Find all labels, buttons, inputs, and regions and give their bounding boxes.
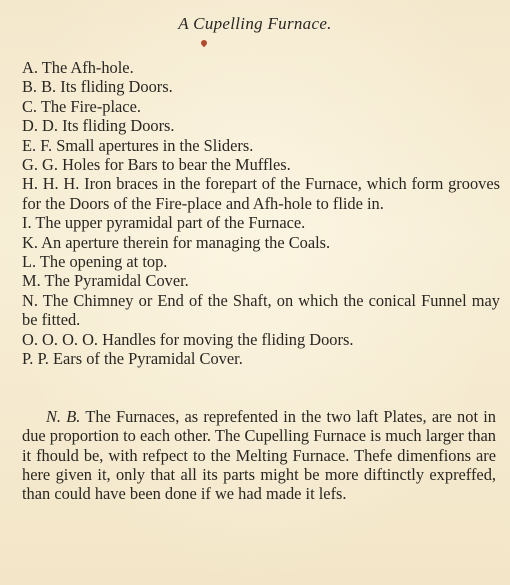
legend-item-g: G. G. Holes for Bars to bear the Muffles.: [22, 155, 291, 175]
legend-item-b: B. B. Its fliding Doors.: [22, 77, 173, 97]
legend-item-p: P. P. Ears of the Pyramidal Cover.: [22, 349, 243, 369]
page-title: A Cupelling Furnace.: [178, 14, 332, 33]
legend-item-e-f: E. F. Small apertures in the Sliders.: [22, 135, 254, 155]
legend-item-h: H. H. H. Iron braces in the forepart of the Furnace, which form grooves for the Doors of the Fire-place and Afh-hole to flide in.: [22, 174, 500, 213]
legend-item-m: M. The Pyramidal Cover.: [22, 271, 189, 291]
note-label: N. B.: [46, 407, 81, 426]
note-text: The Furnaces, as reprefented in the two laft Plates, are not in due proportion to each other. The Cupelling Furnace is much larger than it fhould be, with refpect to the Melting Furnace. Thefe dimenfions are here given it, only that all its parts might be more diftinctly expreffed, than could have been done if we had made it lefs.: [22, 407, 496, 504]
figure-legend: [22, 58, 500, 369]
legend-item-i: I. The upper pyramidal part of the Furnace.: [22, 213, 306, 233]
legend-item-d: D. D. Its fliding Doors.: [22, 116, 175, 136]
legend-item-c: C. The Fire-place.: [22, 96, 141, 116]
legend-item-o: O. O. O. O. Handles for moving the fliding Doors.: [22, 329, 354, 349]
legend-item-k: K. An aperture therein for managing the Coals.: [22, 232, 331, 252]
legend-item-a: A. The Afh-hole.: [22, 58, 134, 77]
legend-item-n: N. The Chimney or End of the Shaft, on which the conical Funnel may be fitted.: [22, 290, 500, 330]
note-paragraph: [22, 407, 496, 503]
legend-item-l: L. The opening at top.: [22, 252, 168, 272]
ornament-mark: [200, 39, 208, 47]
